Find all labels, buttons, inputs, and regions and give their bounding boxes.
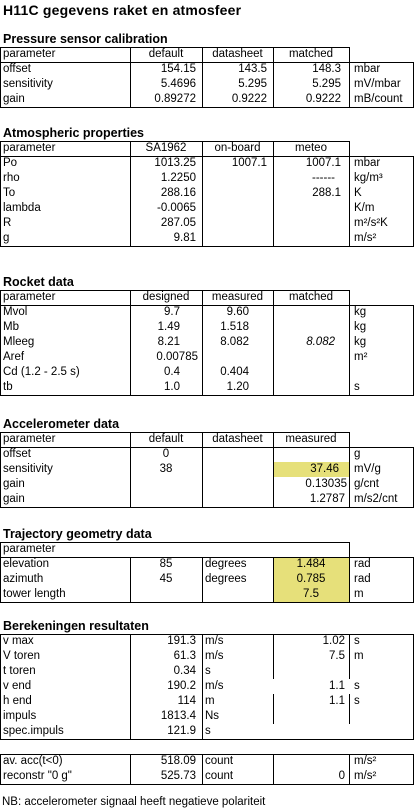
value-cell: 1007.1 <box>305 157 341 169</box>
value-cell <box>273 447 349 462</box>
unit-cell: degrees <box>205 558 247 570</box>
param-cell: To <box>3 187 16 199</box>
value-cell: 0.00785 <box>156 351 198 363</box>
table-row <box>0 492 414 507</box>
unit-cell: rad <box>354 573 371 585</box>
table-header <box>0 141 414 156</box>
param-cell: h end <box>3 695 32 707</box>
param-cell: Aref <box>3 351 25 363</box>
value-cell <box>273 664 349 679</box>
unit-cell: s <box>354 680 360 692</box>
value-cell: 121.9 <box>167 725 196 737</box>
value-cell <box>202 216 273 231</box>
value-cell: 1.02 <box>322 635 345 647</box>
unit-cell: s <box>205 725 211 737</box>
unit-cell: s <box>205 665 211 677</box>
value-cell <box>130 492 202 507</box>
table-row <box>0 649 414 664</box>
table-row <box>0 694 414 709</box>
header-cell: datasheet <box>212 433 263 445</box>
page-title: H11C gegevens raket en atmosfeer <box>3 2 242 18</box>
results-section <box>0 619 414 784</box>
value-cell: 288.1 <box>312 187 341 199</box>
unit-cell: mV/mbar <box>354 78 401 90</box>
param-cell: tower length <box>3 588 66 600</box>
param-cell: v end <box>3 680 32 692</box>
unit-cell: m/s² <box>354 755 377 767</box>
param-cell: V toren <box>3 650 41 662</box>
value-cell: 0.34 <box>173 665 196 677</box>
value-cell <box>202 492 273 507</box>
unit-cell: kg <box>354 306 367 318</box>
value-cell <box>130 477 202 492</box>
value-cell: 61.3 <box>173 650 196 662</box>
value-cell <box>273 350 349 365</box>
unit-cell: m/s <box>205 635 224 647</box>
unit-cell: g <box>354 448 361 460</box>
unit-cell: Ns <box>205 710 220 722</box>
value-cell: 1007.1 <box>231 157 267 169</box>
value-cell: 7.5 <box>329 650 345 662</box>
param-cell: gain <box>3 493 25 505</box>
unit-cell: m <box>205 695 215 707</box>
param-cell: Po <box>3 157 18 169</box>
header-cell: matched <box>288 48 334 60</box>
unit-cell: mbar <box>354 63 381 75</box>
value-cell <box>273 320 349 335</box>
value-cell <box>202 350 273 365</box>
unit-cell: mV/g <box>354 463 381 475</box>
table-row <box>0 572 414 587</box>
param-cell: sensitivity <box>3 78 53 90</box>
header-cell: measured <box>285 433 337 445</box>
value-cell: ------ <box>312 172 335 184</box>
footer-note: NB: accelerometer signaal heeft negatieve polariteit <box>2 796 266 808</box>
param-cell: g <box>3 232 10 244</box>
header-cell: matched <box>288 291 334 303</box>
value-cell: 288.16 <box>160 187 196 199</box>
param-cell: tb <box>3 381 13 393</box>
value-cell: 1.484 <box>296 558 326 570</box>
table-row <box>0 709 414 724</box>
param-cell: rho <box>3 172 20 184</box>
unit-cell: m/s <box>205 680 224 692</box>
unit-cell <box>351 709 414 724</box>
unit-cell: s <box>354 381 360 393</box>
unit-cell: m/s <box>205 650 224 662</box>
value-cell: 45 <box>159 573 173 585</box>
unit-cell: m/s² <box>354 232 377 244</box>
param-cell: offset <box>3 63 31 75</box>
value-cell: 5.4696 <box>160 78 196 90</box>
table-row <box>0 156 414 171</box>
value-cell: 5.295 <box>238 78 267 90</box>
header-cell: datasheet <box>212 48 263 60</box>
header-cell: default <box>148 48 184 60</box>
table-row <box>0 769 414 784</box>
unit-cell: s <box>354 635 360 647</box>
param-cell: azimuth <box>3 573 44 585</box>
param-cell: sensitivity <box>3 463 53 475</box>
value-cell: 37.46 <box>310 463 339 475</box>
value-cell: 8.082 <box>306 336 335 348</box>
pressure-title: Pressure sensor calibration <box>3 32 168 46</box>
value-cell: 0.13035 <box>305 478 347 490</box>
unit-cell: count <box>205 755 234 767</box>
value-cell: 525.73 <box>160 770 196 782</box>
header-cell: default <box>148 433 184 445</box>
value-cell: 143.5 <box>238 63 267 75</box>
unit-cell: rad <box>354 558 371 570</box>
table-row <box>0 447 414 462</box>
value-cell <box>273 305 349 320</box>
param-cell: offset <box>3 448 31 460</box>
table-row <box>0 320 414 335</box>
param-cell: spec.impuls <box>3 725 64 737</box>
table-row <box>0 477 414 492</box>
value-cell: 0.89272 <box>154 93 196 105</box>
unit-cell: kg <box>354 336 367 348</box>
unit-cell <box>351 724 414 739</box>
param-cell: R <box>3 217 12 229</box>
param-cell: Mb <box>3 321 19 333</box>
value-cell: 287.05 <box>160 217 196 229</box>
traj-table <box>0 542 414 602</box>
value-cell: 1.518 <box>220 321 249 333</box>
unit-cell: K/m <box>354 202 375 214</box>
value-cell <box>273 365 349 380</box>
header-cell: parameter <box>3 142 56 154</box>
value-cell <box>273 201 349 216</box>
header-cell: SA1962 <box>145 142 187 154</box>
accel-title: Accelerometer data <box>3 417 120 431</box>
value-cell <box>273 380 349 395</box>
value-cell: 1.49 <box>157 321 180 333</box>
value-cell: 1.0 <box>164 381 180 393</box>
unit-cell: s <box>354 695 360 707</box>
table-row <box>0 350 414 365</box>
table-row <box>0 724 414 739</box>
header-cell: parameter <box>3 543 56 555</box>
param-cell: impuls <box>3 710 37 722</box>
param-cell: Mleeg <box>3 336 35 348</box>
param-cell: v max <box>3 635 34 647</box>
table-row <box>0 335 414 350</box>
pressure-table <box>0 47 414 107</box>
accel-section <box>0 417 414 507</box>
value-cell: 190.2 <box>167 680 196 692</box>
table-row <box>0 587 414 602</box>
atmos-table <box>0 141 414 246</box>
value-cell: 0 <box>338 770 345 782</box>
unit-cell: mbar <box>354 157 381 169</box>
unit-cell <box>351 365 414 380</box>
unit-cell: m <box>354 588 364 600</box>
value-cell: 154.15 <box>160 63 196 75</box>
table-row <box>0 171 414 186</box>
value-cell: 9.7 <box>164 306 180 318</box>
table-row <box>0 380 414 395</box>
unit-cell <box>351 664 414 679</box>
table-row <box>0 186 414 201</box>
unit-cell: mB/count <box>354 93 403 105</box>
value-cell: 148.3 <box>312 63 341 75</box>
traj-section <box>0 527 414 602</box>
table-row <box>0 365 414 380</box>
param-cell: lambda <box>3 202 41 214</box>
unit-cell: m²/s²K <box>354 217 388 229</box>
value-cell: 7.5 <box>303 588 319 600</box>
unit-cell: K <box>354 187 362 199</box>
value-cell <box>130 587 202 602</box>
value-cell <box>202 186 273 201</box>
value-cell <box>202 477 273 492</box>
value-cell <box>273 216 349 231</box>
table-row <box>0 664 414 679</box>
value-cell: 1813.4 <box>160 710 196 722</box>
value-cell <box>202 171 273 186</box>
value-cell: 0.785 <box>296 573 326 585</box>
unit-cell: m/s² <box>354 770 377 782</box>
param-cell <box>0 739 130 754</box>
value-cell: 0.9222 <box>231 93 267 105</box>
traj-title: Trajectory geometry data <box>3 527 152 541</box>
table-row <box>0 201 414 216</box>
table-row <box>0 92 414 107</box>
value-cell: 85 <box>159 558 173 570</box>
results-title: Berekeningen resultaten <box>3 619 149 633</box>
header-cell: parameter <box>3 433 56 445</box>
unit-cell <box>202 587 273 602</box>
unit-cell: m² <box>354 351 368 363</box>
value-cell: 9.81 <box>173 232 196 244</box>
table-row <box>0 305 414 320</box>
value-cell: 1.20 <box>226 381 249 393</box>
rocket-title: Rocket data <box>3 275 74 289</box>
table-row <box>0 754 414 769</box>
param-cell: elevation <box>3 558 50 570</box>
header-cell: measured <box>211 291 264 303</box>
unit-cell: count <box>205 770 234 782</box>
value-cell <box>273 754 349 769</box>
table-header <box>0 542 414 557</box>
value-cell: 0.4 <box>164 366 180 378</box>
unit-cell: kg <box>354 321 367 333</box>
atmos-section <box>0 126 414 246</box>
value-cell: 1013.25 <box>154 157 196 169</box>
value-cell: 8.082 <box>220 336 249 348</box>
table-row <box>0 77 414 92</box>
table-row <box>0 216 414 231</box>
header-cell: parameter <box>3 291 56 303</box>
value-cell <box>273 231 349 246</box>
unit-cell: kg/m³ <box>354 172 383 184</box>
value-cell <box>273 709 349 724</box>
value-cell: 1.2250 <box>160 172 196 184</box>
header-cell: on-board <box>214 142 261 154</box>
atmos-title: Atmospheric properties <box>3 126 145 140</box>
param-cell: av. acc(t<0) <box>3 755 63 767</box>
table-row <box>0 557 414 572</box>
value-cell <box>202 447 273 462</box>
table-row <box>0 634 414 649</box>
table-row <box>0 739 414 754</box>
value-cell: 0 <box>162 448 170 460</box>
value-cell: 8.21 <box>157 336 180 348</box>
param-cell: Cd (1.2 - 2.5 s) <box>3 366 80 378</box>
value-cell: 0.9222 <box>305 93 341 105</box>
table-row <box>0 231 414 246</box>
header-cell: meteo <box>295 142 327 154</box>
accel-table <box>0 432 414 507</box>
table-row <box>0 62 414 77</box>
value-cell <box>202 462 273 477</box>
param-cell: reconstr "0 g" <box>3 770 72 782</box>
header-cell: parameter <box>3 48 56 60</box>
value-cell: 114 <box>177 695 196 707</box>
table-row <box>0 679 414 694</box>
unit-cell: g/cnt <box>354 478 379 490</box>
value-cell: 191.3 <box>167 635 196 647</box>
header-cell: designed <box>142 291 190 303</box>
table-header <box>0 47 414 62</box>
unit-cell: m <box>354 650 364 662</box>
value-cell: 9.60 <box>226 306 249 318</box>
value-cell: 38 <box>159 463 173 475</box>
param-cell: gain <box>3 93 25 105</box>
value-cell: 518.09 <box>160 755 196 767</box>
value-cell <box>202 201 273 216</box>
rocket-section <box>0 275 414 395</box>
pressure-section <box>0 32 414 107</box>
value-cell: 1.1 <box>329 680 345 692</box>
table-header <box>0 432 414 447</box>
value-cell: 5.295 <box>312 78 341 90</box>
unit-cell: m/s2/cnt <box>354 493 398 505</box>
value-cell: 1.2787 <box>309 493 345 505</box>
results-table <box>0 634 414 784</box>
unit-cell: degrees <box>205 573 247 585</box>
value-cell: 1.1 <box>329 695 345 707</box>
value-cell <box>202 231 273 246</box>
value-cell <box>273 724 349 739</box>
rocket-table <box>0 290 414 395</box>
table-row <box>0 462 414 477</box>
param-cell: t toren <box>3 665 36 677</box>
param-cell: gain <box>3 478 25 490</box>
value-cell: -0.0065 <box>156 202 196 214</box>
value-cell: 0.404 <box>220 366 249 378</box>
table-header <box>0 290 414 305</box>
param-cell: Mvol <box>3 306 28 318</box>
